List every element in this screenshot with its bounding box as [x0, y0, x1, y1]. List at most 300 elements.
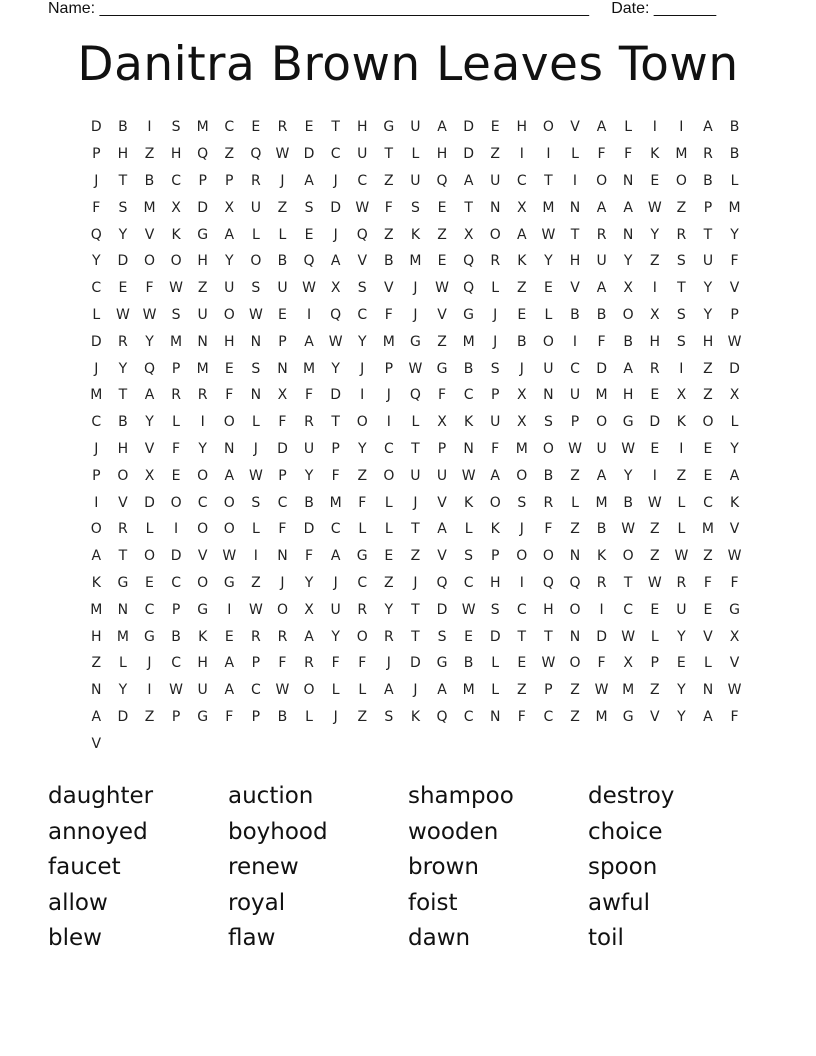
grid-letter: J [280, 172, 285, 189]
grid-letter: E [118, 280, 128, 297]
grid-letter: S [464, 548, 474, 565]
grid-letter: C [543, 708, 554, 725]
grid-letter: B [570, 306, 580, 323]
grid-letter: W [169, 682, 183, 699]
grid-letter: Z [649, 682, 660, 699]
grid-letter: M [515, 440, 528, 457]
grid-letter: T [411, 440, 420, 457]
grid-letter: D [277, 440, 288, 457]
grid-letter: W [115, 306, 130, 323]
grid-letter: B [543, 467, 554, 484]
grid-letter: M [90, 387, 103, 404]
grid-letter: U [490, 172, 501, 189]
grid-letter: Z [357, 708, 368, 725]
grid-letter: Q [436, 708, 448, 725]
grid-letter: B [277, 253, 288, 270]
grid-letter: F [597, 146, 606, 163]
grid-letter: M [303, 360, 316, 377]
grid-letter: R [703, 146, 713, 163]
grid-letter: N [569, 628, 581, 645]
word-list-item: daughter [48, 783, 154, 809]
grid-letter: P [92, 146, 101, 163]
grid-letter: U [357, 146, 368, 163]
grid-letter: G [223, 574, 235, 591]
grid-letter: Y [384, 601, 394, 618]
grid-letter: X [304, 601, 314, 618]
grid-letter: T [384, 146, 394, 163]
grid-letter: W [541, 655, 556, 672]
grid-letter: B [463, 360, 474, 377]
grid-letter: E [224, 628, 234, 645]
grid-letter: Q [463, 253, 475, 270]
grid-letter: Z [277, 199, 288, 216]
word-list-item: boyhood [228, 818, 328, 845]
grid-letter: I [360, 387, 365, 404]
grid-letter: U [197, 306, 208, 323]
grid-letter: Z [517, 280, 527, 297]
grid-letter: A [596, 199, 607, 216]
grid-letter: A [304, 628, 314, 645]
grid-letter: P [703, 199, 713, 216]
grid-letter: K [410, 708, 421, 725]
grid-letter: K [729, 494, 740, 511]
grid-letter: J [360, 360, 365, 377]
grid-letter: S [490, 601, 500, 618]
grid-letter: P [251, 708, 261, 725]
grid-letter: Y [677, 628, 686, 645]
grid-letter: H [649, 333, 661, 350]
grid-letter: C [383, 440, 394, 457]
grid-letter: A [91, 548, 102, 565]
grid-letter: C [516, 601, 527, 618]
grid-letter: G [197, 601, 209, 618]
grid-letter: Z [517, 682, 527, 699]
word-list-item: foist [408, 889, 458, 916]
grid-letter: J [493, 306, 498, 323]
grid-letter: Z [384, 226, 394, 243]
grid-letter: G [383, 119, 395, 136]
grid-letter: N [91, 682, 102, 699]
word-list-item: allow [48, 889, 108, 916]
grid-letter: Q [436, 172, 448, 189]
grid-letter: Q [463, 280, 475, 297]
grid-letter: R [543, 494, 554, 511]
grid-letter: L [172, 414, 180, 431]
grid-letter: X [517, 199, 527, 216]
grid-letter: N [463, 440, 474, 457]
grid-letter: X [649, 306, 660, 323]
grid-letter: M [116, 628, 129, 645]
grid-letter: V [729, 280, 740, 297]
grid-letter: Q [250, 146, 262, 163]
grid-letter: F [331, 655, 340, 672]
grid-letter: E [304, 226, 314, 243]
grid-letter: L [677, 494, 686, 511]
grid-letter: V [118, 494, 128, 511]
grid-letter: Y [357, 440, 367, 457]
grid-letter: Z [91, 655, 102, 672]
grid-letter: E [703, 467, 713, 484]
grid-letter: K [198, 628, 208, 645]
grid-letter: R [676, 226, 687, 243]
grid-letter: X [729, 628, 740, 645]
grid-letter: B [596, 521, 607, 538]
grid-letter: F [491, 440, 500, 457]
grid-letter: R [676, 574, 687, 591]
grid-letter: O [170, 494, 182, 511]
grid-letter: K [91, 574, 101, 591]
grid-letter: O [622, 548, 634, 565]
grid-letter: K [410, 226, 421, 243]
grid-letter: A [91, 708, 102, 725]
grid-letter: Z [570, 467, 580, 484]
grid-letter: Z [649, 521, 660, 538]
grid-letter: M [409, 253, 422, 270]
grid-letter: J [413, 306, 418, 323]
grid-letter: Z [649, 548, 660, 565]
grid-letter: M [170, 333, 183, 350]
grid-letter: D [117, 708, 129, 725]
grid-letter: J [493, 333, 498, 350]
grid-letter: T [570, 226, 580, 243]
grid-letter: A [596, 119, 607, 136]
grid-letter: M [196, 360, 209, 377]
grid-letter: C [224, 119, 235, 136]
grid-letter: Z [676, 467, 687, 484]
grid-letter: P [278, 467, 287, 484]
grid-letter: O [223, 414, 235, 431]
grid-letter: F [278, 414, 287, 431]
grid-letter: S [251, 494, 261, 511]
grid-letter: J [413, 574, 418, 591]
grid-letter: W [275, 682, 290, 699]
grid-letter: T [411, 628, 420, 645]
grid-letter: Q [356, 226, 368, 243]
grid-letter: U [436, 467, 448, 484]
grid-letter: O [197, 521, 209, 538]
grid-letter: Y [544, 253, 553, 270]
grid-letter: X [729, 387, 740, 404]
grid-letter: P [650, 655, 659, 672]
grid-letter: L [358, 521, 367, 538]
grid-letter: Y [145, 333, 154, 350]
grid-letter: Y [118, 226, 128, 243]
grid-letter: A [224, 655, 235, 672]
grid-letter: L [704, 655, 712, 672]
grid-letter: O [356, 414, 368, 431]
grid-letter: W [461, 601, 476, 618]
grid-letter: M [196, 119, 209, 136]
grid-letter: T [331, 414, 340, 431]
grid-letter: E [464, 628, 474, 645]
grid-letter: N [277, 548, 288, 565]
grid-letter: O [197, 574, 209, 591]
grid-letter: L [358, 682, 367, 699]
grid-letter: A [729, 467, 740, 484]
word-list-item: renew [228, 854, 299, 880]
grid-letter: O [569, 655, 581, 672]
grid-letter: X [517, 414, 527, 431]
grid-letter: Z [703, 387, 713, 404]
grid-letter: W [461, 467, 476, 484]
grid-letter: X [277, 387, 288, 404]
grid-letter: O [702, 414, 714, 431]
grid-letter: R [197, 387, 208, 404]
grid-letter: C [144, 601, 155, 618]
grid-letter: L [624, 119, 633, 136]
grid-letter: C [91, 414, 102, 431]
grid-letter: X [676, 387, 687, 404]
grid-letter: L [118, 655, 127, 672]
grid-letter: V [437, 548, 447, 565]
grid-letter: K [650, 146, 660, 163]
grid-letter: D [170, 548, 182, 565]
grid-letter: F [172, 440, 181, 457]
grid-letter: A [596, 280, 607, 297]
grid-letter: L [491, 280, 500, 297]
grid-letter: W [647, 199, 662, 216]
grid-letter: Z [251, 574, 261, 591]
grid-letter: E [490, 119, 500, 136]
grid-letter: S [676, 333, 686, 350]
grid-letter: L [571, 146, 579, 163]
grid-letter: V [357, 253, 368, 270]
grid-letter: O [223, 521, 235, 538]
grid-letter: M [542, 199, 555, 216]
grid-letter: C [250, 682, 261, 699]
grid-letter: N [622, 172, 634, 189]
grid-letter: W [647, 494, 662, 511]
grid-letter: J [94, 360, 99, 377]
grid-letter: L [278, 226, 287, 243]
grid-letter: D [596, 628, 607, 645]
grid-letter: F [358, 655, 367, 672]
grid-letter: Q [542, 574, 554, 591]
grid-letter: N [622, 226, 634, 243]
grid-letter: W [568, 440, 582, 457]
grid-letter: X [517, 387, 527, 404]
grid-letter: A [437, 682, 447, 699]
grid-letter: E [384, 548, 394, 565]
grid-letter: T [703, 226, 713, 243]
grid-letter: J [413, 494, 418, 511]
grid-letter: K [517, 253, 527, 270]
grid-letter: A [144, 387, 155, 404]
grid-letter: G [622, 414, 634, 431]
word-list-item: toil [588, 925, 624, 951]
grid-letter: J [280, 574, 285, 591]
grid-letter: H [117, 146, 129, 163]
grid-letter: I [546, 146, 551, 163]
word-list-item: choice [588, 818, 663, 845]
grid-letter: X [623, 280, 633, 297]
grid-letter: D [436, 601, 448, 618]
grid-letter: B [144, 172, 155, 189]
grid-letter: A [623, 360, 633, 377]
grid-letter: T [118, 548, 128, 565]
grid-letter: B [463, 655, 474, 672]
grid-letter: A [224, 226, 235, 243]
grid-letter: F [305, 387, 314, 404]
grid-letter: N [489, 199, 501, 216]
grid-letter: L [411, 414, 420, 431]
grid-letter: L [251, 414, 260, 431]
grid-letter: W [142, 306, 157, 323]
grid-letter: N [197, 333, 208, 350]
word-list-item: awful [588, 889, 650, 916]
grid-letter: O [542, 548, 554, 565]
grid-letter: A [384, 682, 394, 699]
grid-letter: R [277, 119, 288, 136]
grid-letter: V [649, 708, 660, 725]
grid-letter: I [174, 521, 179, 538]
grid-letter: F [624, 146, 633, 163]
grid-letter: F [358, 494, 367, 511]
word-list-item: destroy [588, 783, 675, 809]
grid-letter: F [278, 521, 287, 538]
grid-letter: G [117, 574, 129, 591]
grid-letter: R [277, 628, 288, 645]
grid-letter: Q [569, 574, 581, 591]
grid-letter: E [304, 119, 314, 136]
grid-letter: M [329, 494, 342, 511]
grid-letter: N [489, 708, 501, 725]
grid-letter: O [197, 467, 209, 484]
word-list-item: shampoo [408, 783, 514, 809]
grid-letter: N [250, 333, 262, 350]
grid-letter: G [436, 360, 448, 377]
grid-letter: E [543, 280, 553, 297]
grid-letter: E [437, 253, 447, 270]
grid-letter: L [411, 146, 420, 163]
word-list-item: auction [228, 783, 314, 809]
grid-letter: Z [384, 574, 394, 591]
grid-letter: V [144, 440, 155, 457]
grid-letter: F [145, 280, 154, 297]
grid-letter: X [144, 467, 155, 484]
grid-letter: A [224, 682, 235, 699]
grid-letter: P [490, 387, 500, 404]
word-list-item: faucet [48, 854, 121, 880]
grid-letter: H [224, 333, 235, 350]
grid-letter: X [463, 226, 474, 243]
grid-letter: B [384, 253, 394, 270]
grid-letter: C [171, 574, 181, 591]
grid-letter: V [729, 655, 740, 672]
grid-letter: P [225, 172, 234, 189]
grid-letter: A [596, 467, 607, 484]
grid-letter: J [413, 682, 418, 699]
grid-letter: O [383, 467, 395, 484]
grid-letter: I [386, 414, 391, 431]
grid-letter: C [171, 172, 181, 189]
grid-letter: O [170, 253, 182, 270]
grid-letter: G [197, 226, 209, 243]
grid-letter: D [330, 387, 342, 404]
grid-letter: Z [570, 682, 580, 699]
grid-letter: D [596, 360, 607, 377]
grid-letter: L [544, 306, 553, 323]
grid-letter: J [253, 440, 258, 457]
grid-letter: D [303, 521, 315, 538]
grid-letter: I [572, 172, 578, 189]
grid-letter: B [623, 333, 633, 350]
word-list-item: annoyed [48, 818, 148, 845]
grid-letter: T [464, 199, 473, 216]
grid-letter: C [277, 494, 288, 511]
grid-letter: Z [357, 467, 368, 484]
grid-letter: Y [198, 440, 207, 457]
grid-letter: Q [303, 253, 315, 270]
grid-letter: Y [703, 280, 713, 297]
grid-letter: W [674, 548, 689, 565]
grid-letter: R [171, 387, 181, 404]
grid-letter: C [463, 574, 474, 591]
grid-letter: L [677, 521, 686, 538]
grid-letter: P [92, 467, 101, 484]
grid-letter: U [410, 172, 421, 189]
grid-letter: J [519, 521, 524, 538]
grid-letter: Y [118, 360, 128, 377]
grid-letter: U [490, 414, 501, 431]
grid-letter: G [409, 333, 421, 350]
grid-letter: N [569, 548, 581, 565]
grid-letter: G [197, 708, 209, 725]
grid-letter: H [436, 146, 448, 163]
grid-letter: O [223, 494, 235, 511]
grid-letter: C [91, 280, 102, 297]
grid-letter: H [516, 119, 528, 136]
grid-letter: N [702, 682, 714, 699]
grid-letter: H [489, 574, 501, 591]
grid-letter: Z [144, 708, 155, 725]
grid-letter: O [489, 494, 501, 511]
grid-letter: S [410, 199, 420, 216]
grid-letter: R [649, 360, 660, 377]
grid-letter: A [304, 172, 314, 189]
grid-letter: H [197, 655, 208, 672]
grid-letter: Y [357, 333, 367, 350]
grid-letter: Z [410, 548, 421, 565]
grid-letter: S [357, 280, 367, 297]
grid-letter: E [650, 601, 660, 618]
grid-letter: V [703, 628, 713, 645]
grid-letter: E [517, 306, 527, 323]
grid-letter: Z [144, 146, 155, 163]
grid-letter: H [356, 119, 368, 136]
grid-letter: P [384, 360, 394, 377]
grid-letter: U [569, 387, 581, 404]
grid-letter: I [147, 119, 152, 136]
grid-letter: C [171, 655, 181, 672]
grid-letter: F [517, 708, 526, 725]
grid-letter: V [570, 119, 580, 136]
grid-letter: Q [143, 360, 155, 377]
grid-letter: U [676, 601, 687, 618]
grid-letter: R [304, 414, 314, 431]
grid-letter: F [225, 387, 234, 404]
grid-letter: F [384, 306, 393, 323]
grid-letter: B [516, 333, 527, 350]
grid-letter: X [171, 199, 181, 216]
grid-letter: I [679, 440, 684, 457]
grid-letter: E [703, 440, 713, 457]
grid-letter: R [304, 655, 314, 672]
grid-letter: K [676, 414, 686, 431]
grid-letter: H [622, 387, 634, 404]
word-list-item: spoon [588, 854, 658, 880]
grid-letter: G [463, 306, 475, 323]
